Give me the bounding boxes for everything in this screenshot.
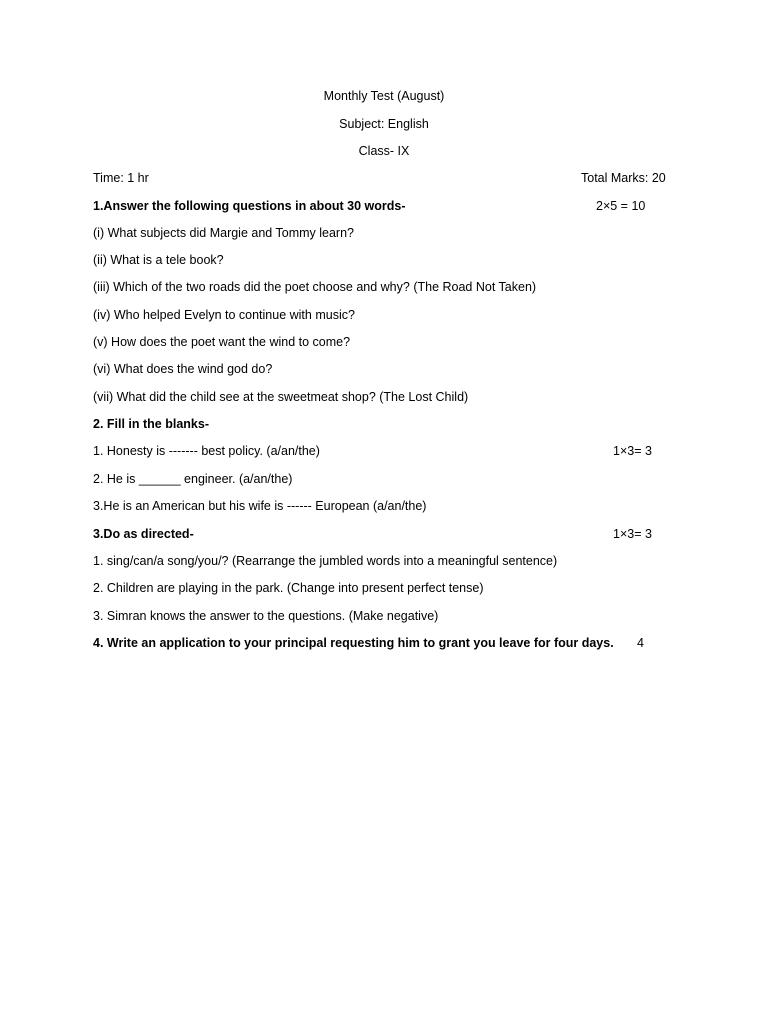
section1-heading: 1.Answer the following questions in about 30 words-	[93, 199, 406, 213]
section4-marks: 4	[637, 636, 644, 650]
question-item: (i) What subjects did Margie and Tommy learn?	[93, 226, 354, 240]
question-item: 2. He is ______ engineer. (a/an/the)	[93, 472, 293, 486]
question-item: 3.He is an American but his wife is ------ European (a/an/the)	[93, 499, 427, 513]
question-item: 1. sing/can/a song/you/? (Rearrange the jumbled words into a meaningful sentence)	[93, 554, 558, 568]
question-item: 1. Honesty is ------- best policy. (a/an/the)	[93, 444, 320, 458]
question-item: (v) How does the poet want the wind to come?	[93, 335, 351, 349]
question-item: (ii) What is a tele book?	[93, 253, 224, 267]
question-item: (iv) Who helped Evelyn to continue with music?	[93, 308, 355, 322]
question-item: 2. Children are playing in the park. (Change into present perfect tense)	[93, 581, 484, 595]
section1-marks: 2×5 = 10	[596, 199, 646, 213]
section3-marks: 1×3= 3	[613, 527, 652, 541]
class-line: Class- IX	[358, 144, 410, 158]
question-item: 3. Simran knows the answer to the questions. (Make negative)	[93, 609, 439, 623]
page-title: Monthly Test (August)	[323, 89, 445, 103]
question-item: (vi) What does the wind god do?	[93, 362, 273, 376]
section3-heading: 3.Do as directed-	[93, 527, 194, 541]
section2-heading: 2. Fill in the blanks-	[93, 417, 209, 431]
total-marks: Total Marks: 20	[581, 171, 666, 185]
section4-heading: 4. Write an application to your principal requesting him to grant you leave for four days.	[93, 636, 614, 650]
time-line: Time: 1 hr	[93, 171, 149, 185]
question-item: (iii) Which of the two roads did the poet choose and why? (The Road Not Taken)	[93, 280, 537, 294]
question-item: (vii) What did the child see at the sweetmeat shop? (The Lost Child)	[93, 390, 469, 404]
section2-marks: 1×3= 3	[613, 444, 652, 458]
subject-line: Subject: English	[339, 117, 429, 131]
